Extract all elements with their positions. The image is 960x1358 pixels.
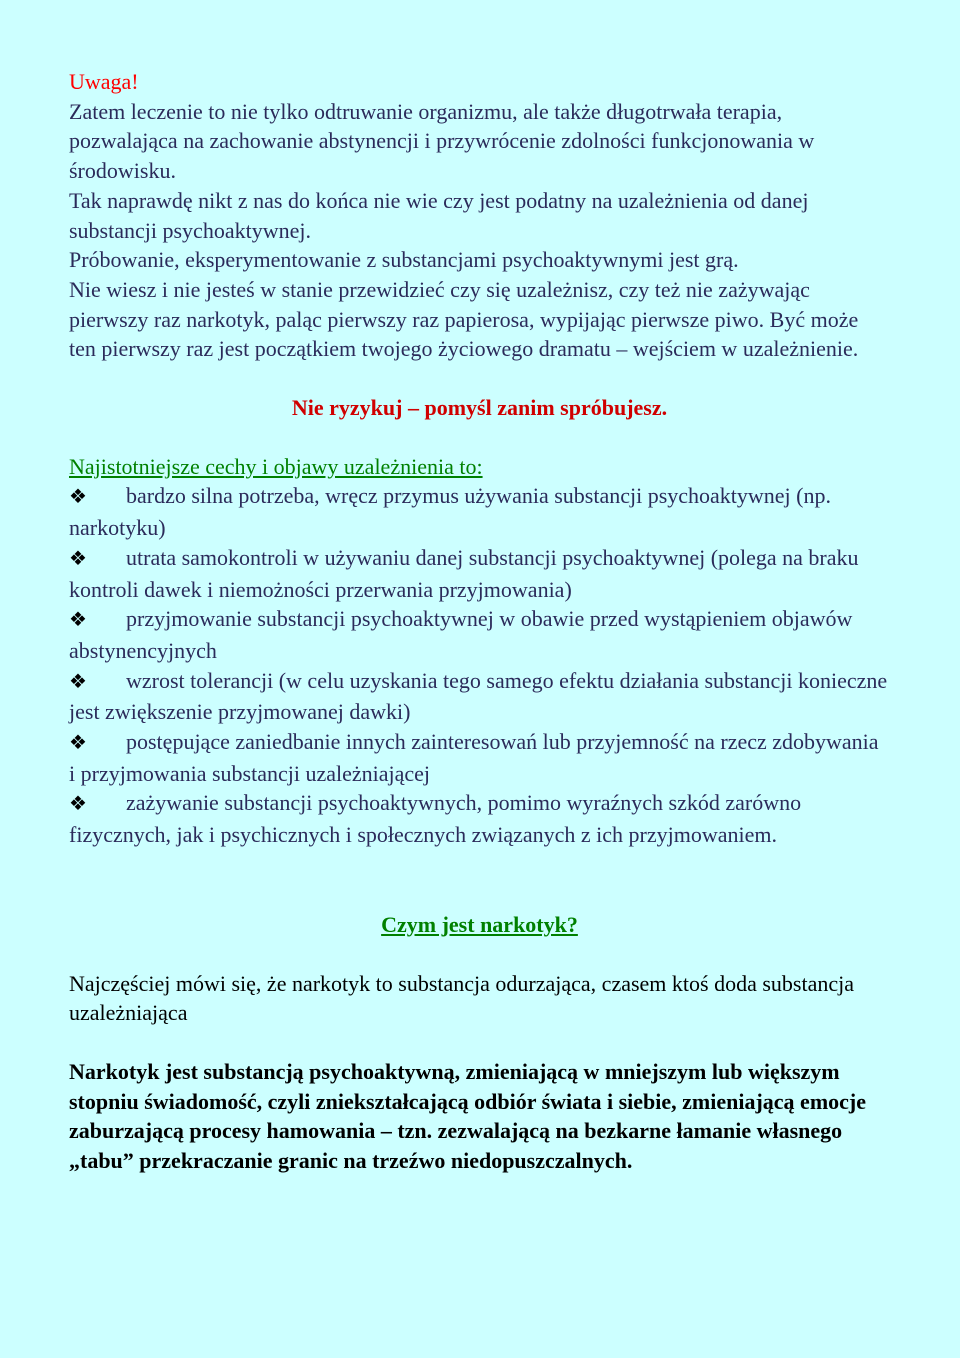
diamond-bullet-icon: ❖ bbox=[69, 547, 87, 570]
drug-definition-paragraph: Narkotyk jest substancją psychoaktywną, zmieniającą w mniejszym lub większym stopniu świadomość, czyli zniekształcającą odbiór świata i siebie, zmieniającą emocje zaburzającą procesy hamowania – tzn. zezwalającą na bezkarne łamanie własnego „tabu” przekraczanie granic na trzeźwo niedopuszczalnych. bbox=[69, 1058, 866, 1174]
intro-paragraph-experimenting: Próbowanie, eksperymentowanie z substancjami psychoaktywnymi jest grą. bbox=[69, 247, 739, 273]
spacer bbox=[69, 1028, 890, 1057]
warning-label: Uwaga! bbox=[69, 69, 139, 94]
spacer bbox=[69, 940, 890, 969]
intro-paragraph-susceptibility: Tak naprawdę nikt z nas do końca nie wie czy jest podatny na uzależnienia od danej substancji psychoaktywnej. bbox=[69, 187, 809, 243]
list-item-text: zażywanie substancji psychoaktywnych, pomimo wyraźnych szkód zarówno fizycznych, jak i psychicznych i społecznych związanych z ich przyjmowaniem. bbox=[69, 790, 802, 848]
diamond-bullet-icon: ❖ bbox=[69, 486, 87, 509]
list-item bbox=[69, 543, 890, 604]
list-item-text: wzrost tolerancji (w celu uzyskania tego samego efektu działania substancji konieczne jest zwiększenie przyjmowanej dawki) bbox=[69, 667, 888, 725]
warning-slogan: Nie ryzykuj – pomyśl zanim spróbujesz. bbox=[291, 395, 668, 421]
diamond-bullet-icon: ❖ bbox=[69, 670, 87, 693]
list-item bbox=[69, 481, 890, 542]
intro-paragraph-unpredictability: Nie wiesz i nie jesteś w stanie przewidzieć czy się uzależnisz, czy też nie zażywając pierwszy raz narkotyk, paląc pierwszy raz papierosa, wypijając pierwsze piwo. Być może ten pierwszy raz jest początkiem twojego życiowego dramatu – wejściem w uzależnienie. bbox=[69, 276, 859, 362]
list-item bbox=[69, 788, 890, 849]
diamond-bullet-icon: ❖ bbox=[69, 732, 87, 755]
intro-paragraph-treatment: Zatem leczenie to nie tylko odtruwanie organizmu, ale także długotrwała terapia, pozwalająca na zachowanie abstynencji i przywrócenie zdolności funkcjonowania w środowisku. bbox=[69, 98, 815, 184]
diamond-bullet-icon: ❖ bbox=[69, 793, 87, 816]
list-item bbox=[69, 666, 890, 727]
symptoms-list bbox=[69, 481, 890, 849]
list-item bbox=[69, 727, 890, 788]
list-item-text: postępujące zaniedbanie innych zainteresowań lub przyjemność na rzecz zdobywania i przyjmowania substancji uzależniającej bbox=[69, 729, 879, 786]
list-item-text: utrata samokontroli w używaniu danej substancji psychoaktywnej (polega na braku kontroli dawek i niemożności przerwania przyjmowania) bbox=[69, 544, 859, 602]
list-item-text: przyjmowanie substancji psychoaktywnej w obawie przed wystąpieniem objawów abstynencyjnych bbox=[69, 606, 853, 663]
common-saying-paragraph: Najczęściej mówi się, że narkotyk to substancja odurzająca, czasem ktoś doda substancja uzależniająca bbox=[69, 970, 854, 1026]
list-item bbox=[69, 604, 890, 665]
diamond-bullet-icon: ❖ bbox=[69, 609, 87, 632]
list-item-text: bardzo silna potrzeba, wręcz przymus używania substancji psychoaktywnej (np. narkotyku) bbox=[69, 483, 831, 541]
symptoms-heading: Najistotniejsze cechy i objawy uzależnienia to: bbox=[69, 453, 483, 479]
drug-section-heading: Czym jest narkotyk? bbox=[381, 911, 578, 937]
